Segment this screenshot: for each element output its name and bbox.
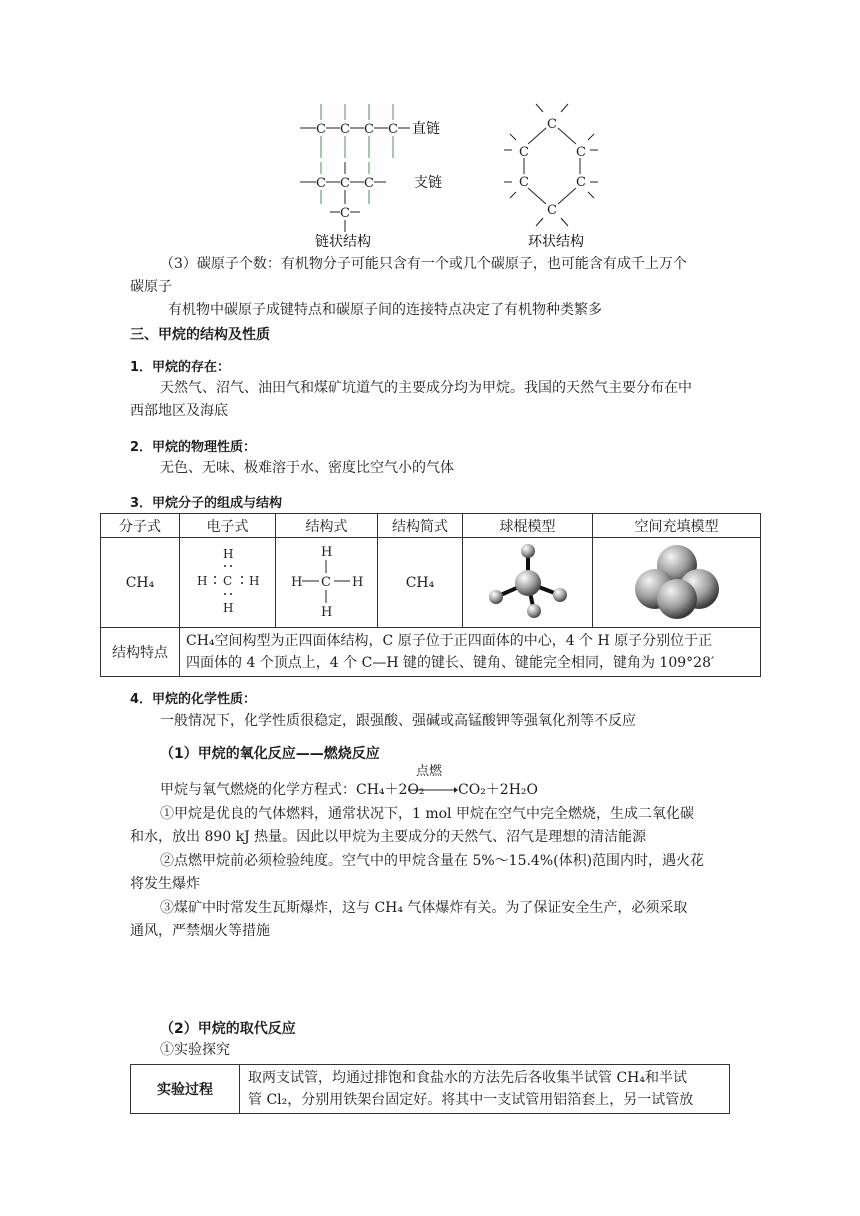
feature-line1: CH₄空间构型为正四面体结构，C 原子位于正四面体的中心，4 个 H 原子分别位于正 bbox=[186, 633, 713, 649]
purity-line1: ②点燃甲烷前必须检验纯度。空气中的甲烷含量在 5%～15.4%(体积)范围内时，遇火花 bbox=[160, 853, 705, 869]
feature-label-cell: 结构特点 bbox=[101, 628, 180, 677]
table-header-row bbox=[101, 514, 761, 538]
oxidation-title: （1）甲烷的氧化反应——燃烧反应 bbox=[160, 746, 380, 762]
existence-line2: 西部地区及海底 bbox=[130, 403, 228, 419]
branch-label: 支链 bbox=[414, 175, 442, 191]
svg-text:H: H bbox=[320, 544, 332, 560]
header-ball-stick-model: 球棍模型 bbox=[463, 514, 593, 538]
experiment-header-cell: 实验过程 bbox=[131, 1065, 240, 1114]
carbon-count-line2: 碳原子 bbox=[130, 279, 172, 295]
combustion-equation bbox=[160, 760, 600, 802]
electron-formula-cell bbox=[180, 538, 276, 628]
header-molecular-formula: 分子式 bbox=[101, 514, 180, 538]
experiment-table bbox=[130, 1064, 730, 1114]
header-space-filling-model: 空间充填模型 bbox=[593, 514, 761, 538]
space-filling-model-image bbox=[627, 539, 727, 623]
carbon-symbol: C bbox=[388, 122, 398, 137]
experiment-line1: 取两支试管，均通过排饱和食盐水的方法先后各收集半试管 CH₄和半试 bbox=[248, 1070, 687, 1086]
feature-description-cell bbox=[180, 628, 761, 677]
svg-text:C: C bbox=[320, 574, 331, 590]
table-feature-row bbox=[101, 628, 761, 677]
carbon-symbol: C bbox=[316, 176, 326, 191]
electron-formula-diagram bbox=[193, 546, 263, 616]
chemical-title: 4．甲烷的化学性质： bbox=[130, 692, 257, 707]
existence-title: 1．甲烷的存在： bbox=[130, 360, 231, 375]
equation-prefix: 甲烷与氧气燃烧的化学方程式：CH₄＋2O₂ bbox=[160, 782, 425, 798]
physical-line1: 无色、无味、极难溶于水、密度比空气小的气体 bbox=[160, 460, 454, 476]
reaction-condition: 点燃 bbox=[416, 764, 443, 779]
header-structural-formula: 结构式 bbox=[276, 514, 378, 538]
carbon-symbol: C bbox=[340, 122, 350, 137]
chemical-line1: 一般情况下，化学性质很稳定，跟强酸、强碱或高锰酸钾等强氧化剂等不反应 bbox=[160, 713, 636, 729]
structural-formula-cell bbox=[276, 538, 378, 628]
carbon-symbol: C bbox=[340, 206, 350, 221]
svg-text:H: H bbox=[320, 604, 332, 619]
carbon-symbol: C bbox=[519, 175, 529, 190]
purity-line2: 将发生爆炸 bbox=[130, 876, 200, 892]
table-content-row bbox=[101, 538, 761, 628]
experiment-line2: 管 Cl₂，分别用铁架台固定好。将其中一支试管用铝箔套上，另一试管放 bbox=[248, 1092, 694, 1108]
reaction-arrow bbox=[408, 784, 458, 796]
ball-stick-model-image bbox=[478, 539, 578, 623]
svg-text:H: H bbox=[351, 574, 363, 590]
existence-line1: 天然气、沼气、油田气和煤矿坑道气的主要成分均为甲烷。我国的天然气主要分布在中 bbox=[160, 380, 692, 396]
svg-text:H: H bbox=[222, 600, 233, 615]
carbon-symbol: C bbox=[576, 145, 586, 160]
experiment-row bbox=[131, 1065, 730, 1114]
fuel-line2: 和水，放出 890 kJ 热量。因此以甲烷为主要成分的天然气、沼气是理想的清洁能源 bbox=[130, 829, 647, 845]
carbon-symbol: C bbox=[340, 176, 350, 191]
ball-stick-model-cell bbox=[463, 538, 593, 628]
space-filling-model-cell bbox=[593, 538, 761, 628]
carbon-symbol: C bbox=[576, 175, 586, 190]
variety-sentence: 有机物中碳原子成键特点和碳原子间的连接特点决定了有机物种类繁多 bbox=[168, 302, 602, 318]
molecular-formula-cell: CH₄ bbox=[101, 538, 180, 628]
mine-line2: 通风，严禁烟火等措施 bbox=[130, 923, 270, 939]
svg-text:H: H bbox=[290, 574, 302, 590]
carbon-symbol: C bbox=[547, 117, 557, 132]
header-electron-formula: 电子式 bbox=[180, 514, 276, 538]
ring-structure-caption: 环状结构 bbox=[528, 234, 584, 250]
feature-line2: 四面体的 4 个顶点上，4 个 C—H 键的键长、键角、键能完全相同，键角为 109°28′ bbox=[186, 655, 715, 671]
svg-text:C: C bbox=[222, 573, 232, 588]
carbon-symbol: C bbox=[547, 203, 557, 218]
carbon-symbol: C bbox=[316, 122, 326, 137]
ring-carbon-symbols bbox=[519, 117, 586, 218]
svg-text:H: H bbox=[248, 573, 259, 588]
structural-formula-diagram bbox=[289, 543, 365, 619]
svg-text:H: H bbox=[196, 573, 207, 588]
composition-title: 3．甲烷分子的组成与结构 bbox=[130, 496, 283, 511]
fuel-line1: ①甲烷是优良的气体燃料，通常状况下，1 mol 甲烷在空气中完全燃烧，生成二氧化碳 bbox=[160, 806, 694, 822]
chain-structure-caption: 链状结构 bbox=[315, 234, 371, 250]
chain-carbon-symbols bbox=[316, 122, 398, 221]
methane-structure-table bbox=[100, 513, 761, 677]
straight-chain-label: 直链 bbox=[412, 121, 440, 137]
simplified-formula-cell: CH₄ bbox=[378, 538, 463, 628]
carbon-symbol: C bbox=[364, 122, 374, 137]
experiment-label: ①实验探究 bbox=[160, 1042, 230, 1058]
substitution-title: （2）甲烷的取代反应 bbox=[160, 1021, 296, 1037]
svg-text:H: H bbox=[222, 546, 233, 561]
experiment-description-cell bbox=[240, 1065, 730, 1114]
equation-suffix: CO₂＋2H₂O bbox=[458, 782, 539, 798]
carbon-count-line1: （3）碳原子个数：有机物分子可能只含有一个或几个碳原子，也可能含有成千上万个 bbox=[160, 256, 687, 272]
carbon-symbol: C bbox=[364, 176, 374, 191]
physical-title: 2．甲烷的物理性质： bbox=[130, 440, 257, 455]
header-simplified-formula: 结构简式 bbox=[378, 514, 463, 538]
section3-title: 三、甲烷的结构及性质 bbox=[130, 327, 270, 343]
mine-line1: ③煤矿中时常发生瓦斯爆炸，这与 CH₄ 气体爆炸有关。为了保证安全生产，必须采取 bbox=[160, 900, 688, 916]
carbon-symbol: C bbox=[519, 145, 529, 160]
carbon-skeleton-figure bbox=[290, 100, 610, 252]
